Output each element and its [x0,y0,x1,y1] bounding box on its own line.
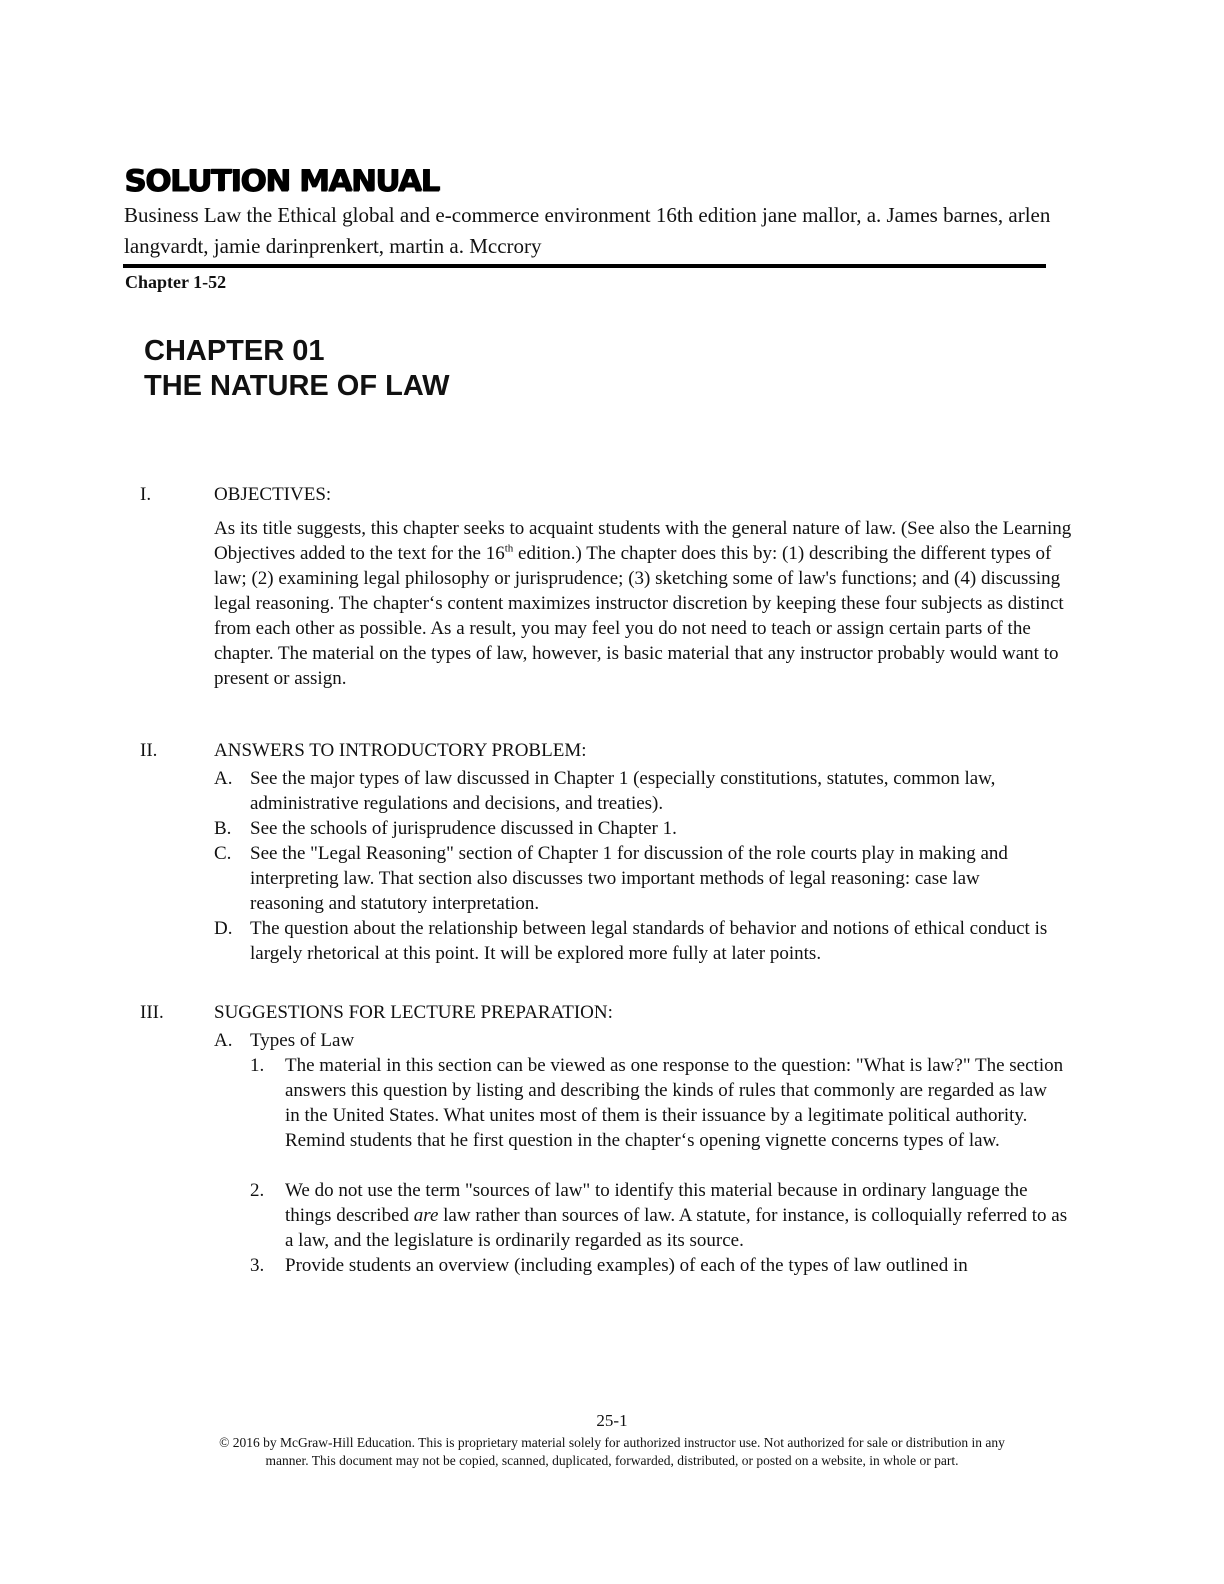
objectives-text-part1: As its title suggests, this chapter seeks to acquaint students with the general nature of law. (See also the Learning Objectives added to the text for the 16 [214,518,1072,564]
objectives-paragraph [214,516,1076,691]
item-label: A. [214,768,233,789]
section-title: ANSWERS TO INTRODUCTORY PROBLEM: [214,740,587,761]
chapter-range: Chapter 1-52 [125,272,227,292]
section-number: III. [140,1002,164,1023]
item-label: 1. [250,1055,265,1076]
section-number: I. [140,484,152,505]
list-item [250,1253,1070,1278]
chapter-heading [144,334,450,404]
item-text-part: We do not use the term "sources of law" to identify this material because in ordinary language the things described [285,1180,1028,1226]
copyright-line: © 2016 by McGraw-Hill Education. This is proprietary material solely for authorized instructor use. Not authorized for sale or distribution in any [219,1435,1005,1450]
subsection-label: A. [214,1030,233,1051]
copyright-line: manner. This document may not be copied, scanned, duplicated, forwarded, distributed, or posted on a website, in whole or part. [265,1453,959,1468]
item-text: The material in this section can be viewed as one response to the question: "What is law?" The section answers this question by listing and describing the kinds of rules that commonly are regarded as law in the United States. What unites most of them is their issuance by a legitimate political authority. Remind students that he first question in the chapter‘s opening vignette concerns types of law. [285,1055,1064,1151]
item-text: See the major types of law discussed in Chapter 1 (especially constitutions, statutes, common law, administrative regulations and decisions, and treaties). [250,768,996,814]
list-item [214,816,1074,841]
subsection-types-of-law [214,1028,1074,1053]
item-label: 3. [250,1255,265,1276]
item-label: B. [214,818,232,839]
list-item [250,1053,1070,1153]
section-title: OBJECTIVES: [214,484,332,505]
solution-manual-title: SOLUTION MANUAL [124,163,439,199]
item-text: Provide students an overview (including examples) of each of the types of law outlined in [285,1255,968,1276]
chapter-number: CHAPTER 01 [144,335,325,367]
copyright-notice [0,1434,1224,1470]
subsection-title: Types of Law [250,1030,355,1051]
superscript-th: th [504,542,514,555]
item-label: C. [214,843,232,864]
list-item [250,1178,1070,1253]
header-divider [123,264,1046,268]
list-item [214,766,1074,816]
section-number: II. [140,740,158,761]
item-text: The question about the relationship between legal standards of behavior and notions of ethical conduct is largely rhetorical at this point. It will be explored more fully at later points. [250,918,1048,964]
item-text-part: law rather than sources of law. A statute, for instance, is colloquially referred to as a law, and the legislature is ordinarily regarded as its source. [285,1205,1068,1251]
item-label: D. [214,918,233,939]
section-title: SUGGESTIONS FOR LECTURE PREPARATION: [214,1002,613,1023]
item-text [285,1178,1070,1253]
item-text: See the "Legal Reasoning" section of Chapter 1 for discussion of the role courts play in making and interpreting law. That section also discusses two important methods of legal reasoning: case law reasoning and statutory interpretation. [250,843,1008,914]
book-subtitle: Business Law the Ethical global and e-commerce environment 16th edition jane mallor, a. James barnes, arlen langvardt, jamie darinprenkert, martin a. Mccrory [124,203,1051,258]
emphasis-are: are [413,1205,439,1226]
list-item [214,841,1074,916]
chapter-name: THE NATURE OF LAW [144,370,450,402]
list-item [214,916,1074,966]
page-number: 25-1 [596,1411,628,1430]
item-label: 2. [250,1180,265,1201]
objectives-text-part2: edition.) The chapter does this by: (1) describing the different types of law; (2) examining legal philosophy or jurisprudence; (3) sketching some of law's functions; and (4) discussing legal reasoning. The chapter‘s content maximizes instructor discretion by keeping these four subjects as distinct from each other as possible. As a result, you may feel you do not need to teach or assign certain parts of the chapter. The material on the types of law, however, is basic material that any instructor probably would want to present or assign. [214,543,1064,689]
item-text: See the schools of jurisprudence discussed in Chapter 1. [250,818,677,839]
